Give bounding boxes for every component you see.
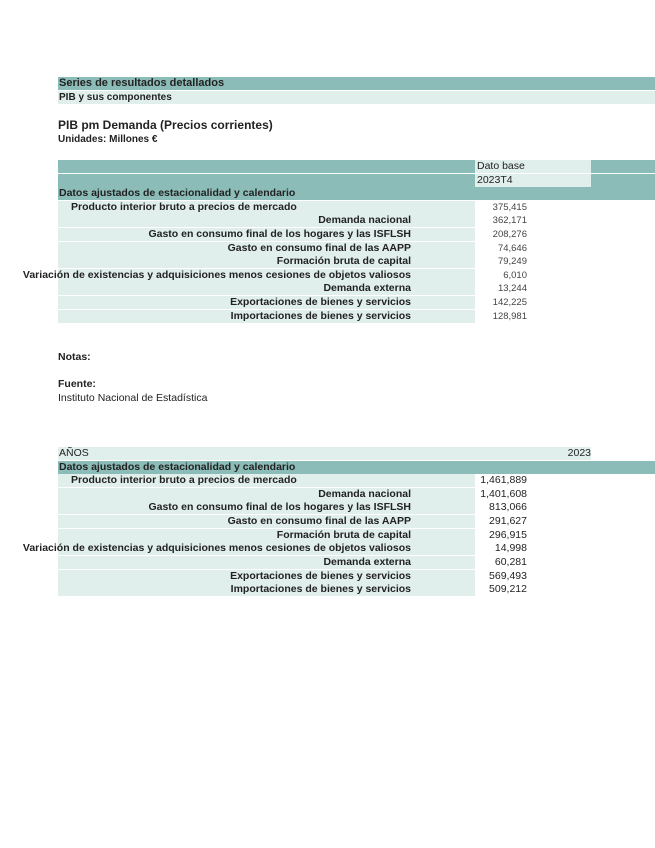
row-value: 1,461,889	[480, 474, 527, 486]
row-label: Gasto en consumo final de las AAPP	[227, 515, 411, 527]
row-value: 128,981	[492, 311, 527, 322]
row-value: 208,276	[492, 229, 527, 240]
table-row	[58, 501, 591, 514]
row-label: Exportaciones de bienes y servicios	[230, 296, 411, 308]
table-row	[58, 296, 591, 309]
table-row	[58, 556, 591, 569]
row-value: 13,244	[497, 283, 527, 294]
table-row	[58, 255, 591, 268]
row-value: 509,212	[489, 583, 527, 595]
row-label: Formación bruta de capital	[276, 255, 411, 267]
table2-years-label: AÑOS	[59, 447, 89, 459]
row-value: 296,915	[489, 529, 527, 541]
report-title: PIB pm Demanda (Precios corrientes)	[58, 118, 273, 132]
row-value: 74,646	[497, 243, 527, 254]
row-label: Demanda externa	[323, 282, 411, 294]
table1-group-label: Datos ajustados de estacionalidad y calendario	[59, 187, 296, 199]
row-label: Variación de existencias y adquisiciones menos cesiones de objetos valiosos	[22, 269, 411, 281]
row-value: 60,281	[494, 556, 527, 568]
row-label: Producto interior bruto a precios de mercado	[71, 474, 297, 486]
report-units: Unidades: Millones €	[58, 134, 158, 145]
row-label: Variación de existencias y adquisiciones menos cesiones de objetos valiosos	[22, 542, 411, 554]
row-label: Demanda externa	[323, 556, 411, 568]
section-title: Series de resultados detallados	[59, 77, 225, 89]
row-label: Formación bruta de capital	[276, 529, 411, 541]
row-value: 142,225	[492, 297, 527, 308]
row-label: Gasto en consumo final de las AAPP	[227, 242, 411, 254]
table-row	[58, 529, 591, 542]
row-value: 569,493	[489, 570, 527, 582]
table2-year-value: 2023	[567, 447, 591, 459]
row-value: 1,401,608	[480, 488, 527, 500]
row-label: Producto interior bruto a precios de mercado	[71, 201, 297, 213]
row-value: 375,415	[492, 202, 527, 213]
table-row	[22, 269, 591, 282]
table-row	[58, 583, 591, 596]
row-value: 14,998	[494, 542, 527, 554]
table-row	[58, 282, 591, 295]
table2-group-label: Datos ajustados de estacionalidad y calendario	[59, 461, 296, 473]
row-label: Gasto en consumo final de los hogares y las ISFLSH	[148, 228, 411, 240]
row-label: Demanda nacional	[318, 214, 411, 226]
row-label: Gasto en consumo final de los hogares y las ISFLSH	[148, 501, 411, 513]
table1-col-header-2: 2023T4	[477, 174, 513, 186]
table-row	[58, 228, 591, 241]
table-row	[58, 310, 591, 323]
table2-header-band	[58, 447, 591, 460]
table-row	[58, 201, 591, 214]
row-value: 6,010	[503, 270, 527, 281]
table-row	[22, 542, 591, 555]
table-row	[58, 515, 591, 528]
table-row	[58, 488, 591, 501]
row-label: Demanda nacional	[318, 488, 411, 500]
table1-col-header-1: Dato base	[477, 160, 525, 172]
row-value: 79,249	[497, 256, 527, 267]
row-value: 291,627	[489, 515, 527, 527]
table-row	[58, 242, 591, 255]
table-row	[58, 570, 591, 583]
source-label: Fuente:	[58, 378, 96, 390]
table-row	[58, 214, 591, 227]
row-label: Exportaciones de bienes y servicios	[230, 570, 411, 582]
notes-label: Notas:	[58, 351, 91, 363]
subsection-title: PIB y sus componentes	[59, 92, 172, 103]
row-label: Importaciones de bienes y servicios	[230, 310, 411, 322]
table-row	[58, 474, 591, 487]
row-label: Importaciones de bienes y servicios	[230, 583, 411, 595]
row-value: 362,171	[492, 215, 527, 226]
source-value: Instituto Nacional de Estadística	[58, 392, 208, 404]
row-value: 813,066	[489, 501, 527, 513]
